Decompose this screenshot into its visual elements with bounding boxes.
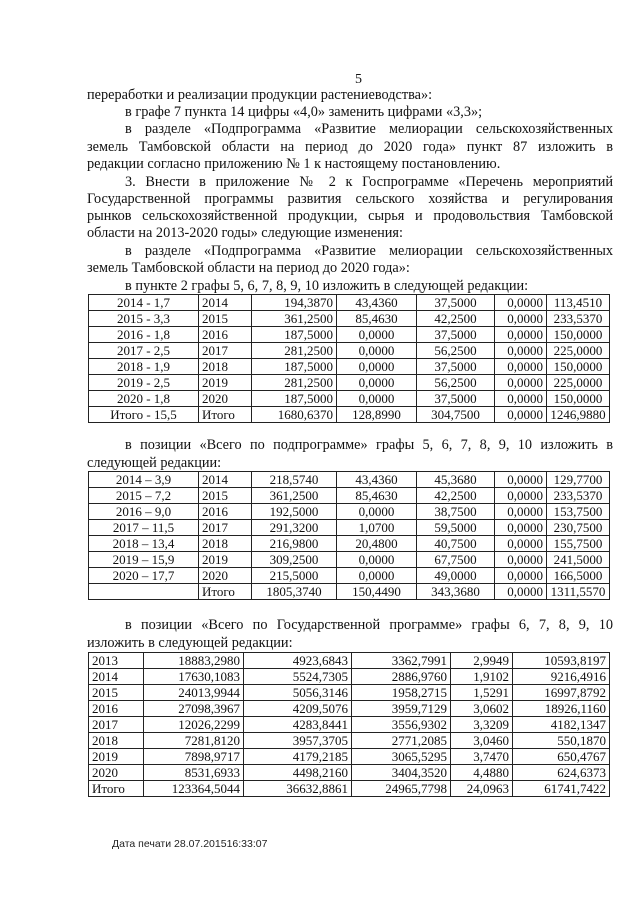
table-cell: 233,5370 bbox=[547, 311, 610, 327]
table-cell: 42,2500 bbox=[417, 311, 495, 327]
table-cell: 192,5000 bbox=[252, 504, 337, 520]
table-cell: Итого - 15,5 bbox=[89, 407, 199, 423]
table-row bbox=[89, 749, 610, 765]
table-cell: 4283,8441 bbox=[244, 717, 352, 733]
table-cell: 2019 – 15,9 bbox=[89, 552, 199, 568]
table-cell: 123364,5044 bbox=[144, 781, 244, 797]
table-cell: 153,7500 bbox=[547, 504, 610, 520]
table-cell: 2,9949 bbox=[451, 653, 513, 669]
table-cell: 5056,3146 bbox=[244, 685, 352, 701]
table-cell: 187,5000 bbox=[252, 327, 337, 343]
table-cell: 0,0000 bbox=[337, 327, 417, 343]
table-cell: 0,0000 bbox=[495, 520, 547, 536]
table-cell: 2014 – 3,9 bbox=[89, 472, 199, 488]
table-cell: 2018 – 13,4 bbox=[89, 536, 199, 552]
table-point-2 bbox=[88, 294, 610, 423]
table-cell: 56,2500 bbox=[417, 343, 495, 359]
table-cell: 166,5000 bbox=[547, 568, 610, 584]
table-row bbox=[89, 584, 610, 600]
table-cell: 0,0000 bbox=[495, 327, 547, 343]
table-cell: 304,7500 bbox=[417, 407, 495, 423]
table-cell: 3556,9302 bbox=[352, 717, 451, 733]
table-cell: 1805,3740 bbox=[252, 584, 337, 600]
table-cell: 2016 - 1,8 bbox=[89, 327, 199, 343]
table-row bbox=[89, 781, 610, 797]
table-cell: 129,7700 bbox=[547, 472, 610, 488]
table-cell: 9216,4916 bbox=[513, 669, 610, 685]
table-cell: 0,0000 bbox=[495, 311, 547, 327]
table-cell: 45,3680 bbox=[417, 472, 495, 488]
table-cell: 24013,9944 bbox=[144, 685, 244, 701]
table-cell: 624,6373 bbox=[513, 765, 610, 781]
table-cell: 1,9102 bbox=[451, 669, 513, 685]
text-line: земель Тамбовской области на период до 2020 года» пункт 87 изложить в bbox=[87, 139, 613, 155]
table-cell: 7898,9717 bbox=[144, 749, 244, 765]
table-cell: 43,4360 bbox=[337, 472, 417, 488]
table-row bbox=[89, 375, 610, 391]
table-cell: 281,2500 bbox=[252, 343, 337, 359]
table-cell: 155,7500 bbox=[547, 536, 610, 552]
table-cell: 2015 – 7,2 bbox=[89, 488, 199, 504]
table-row bbox=[89, 391, 610, 407]
table-cell: 1680,6370 bbox=[252, 407, 337, 423]
table-cell: 2017 bbox=[199, 520, 252, 536]
table-cell: 59,5000 bbox=[417, 520, 495, 536]
table-cell: 291,3200 bbox=[252, 520, 337, 536]
table-row bbox=[89, 701, 610, 717]
table-cell: 10593,8197 bbox=[513, 653, 610, 669]
table-cell: 0,0000 bbox=[337, 504, 417, 520]
table-cell: 3362,7991 bbox=[352, 653, 451, 669]
table-cell: 0,0000 bbox=[337, 568, 417, 584]
table-cell: 2018 bbox=[199, 536, 252, 552]
text-line: в позиции «Всего по подпрограмме» графы 5, 6, 7, 8, 9, 10 изложить в bbox=[125, 437, 613, 453]
table-cell: 1,0700 bbox=[337, 520, 417, 536]
table-cell: 7281,8120 bbox=[144, 733, 244, 749]
table-cell: Итого bbox=[199, 584, 252, 600]
table-cell: 49,0000 bbox=[417, 568, 495, 584]
table-cell: 2014 bbox=[199, 295, 252, 311]
table-row bbox=[89, 765, 610, 781]
table-cell: 2018 bbox=[89, 733, 144, 749]
table-cell: 2018 bbox=[199, 359, 252, 375]
table-cell: 2020 bbox=[199, 391, 252, 407]
table-cell: 150,0000 bbox=[547, 359, 610, 375]
table-cell: 0,0000 bbox=[337, 552, 417, 568]
text-line: редакции согласно приложению № 1 к настоящему постановлению. bbox=[87, 156, 501, 172]
table-cell: 4179,2185 bbox=[244, 749, 352, 765]
table-cell: 42,2500 bbox=[417, 488, 495, 504]
table-cell: 215,5000 bbox=[252, 568, 337, 584]
table-cell: 2020 bbox=[199, 568, 252, 584]
table-row bbox=[89, 407, 610, 423]
table-cell: 37,5000 bbox=[417, 295, 495, 311]
table-cell: 0,0000 bbox=[495, 343, 547, 359]
table-cell: 16997,8792 bbox=[513, 685, 610, 701]
table-cell: 61741,7422 bbox=[513, 781, 610, 797]
table-cell: 24,0963 bbox=[451, 781, 513, 797]
table-cell: 3959,7129 bbox=[352, 701, 451, 717]
table-cell: 309,2500 bbox=[252, 552, 337, 568]
table-subprogram-total bbox=[88, 471, 610, 600]
table-cell: 2013 bbox=[89, 653, 144, 669]
table-cell: 0,0000 bbox=[337, 375, 417, 391]
table-cell: 4,4880 bbox=[451, 765, 513, 781]
table-cell: 3065,5295 bbox=[352, 749, 451, 765]
table-row bbox=[89, 733, 610, 749]
table-cell: 36632,8861 bbox=[244, 781, 352, 797]
table-cell: 2017 - 2,5 bbox=[89, 343, 199, 359]
text-line: области на 2013-2020 годы» следующие изменения: bbox=[87, 225, 403, 241]
table-cell: 2018 - 1,9 bbox=[89, 359, 199, 375]
table-cell: 18883,2980 bbox=[144, 653, 244, 669]
table-cell: 0,0000 bbox=[495, 568, 547, 584]
table-cell: 43,4360 bbox=[337, 295, 417, 311]
table-cell: 3,3209 bbox=[451, 717, 513, 733]
table-state-program-total bbox=[88, 652, 610, 797]
text-line: земель Тамбовской области на период до 2020 года»: bbox=[87, 260, 410, 276]
table-cell: 12026,2299 bbox=[144, 717, 244, 733]
table-cell: 20,4800 bbox=[337, 536, 417, 552]
table-cell: 2020 – 17,7 bbox=[89, 568, 199, 584]
table-cell: 56,2500 bbox=[417, 375, 495, 391]
table-cell: 233,5370 bbox=[547, 488, 610, 504]
table-cell: 1246,9880 bbox=[547, 407, 610, 423]
table-cell: 3,0602 bbox=[451, 701, 513, 717]
table-row bbox=[89, 504, 610, 520]
table-row bbox=[89, 295, 610, 311]
text-line: в графе 7 пункта 14 цифры «4,0» заменить цифрами «3,3»; bbox=[125, 104, 483, 120]
table-cell: 37,5000 bbox=[417, 327, 495, 343]
table-cell: 187,5000 bbox=[252, 359, 337, 375]
text-line: переработки и реализации продукции растениеводства»: bbox=[87, 87, 433, 103]
text-line: изложить в следующей редакции: bbox=[87, 635, 293, 651]
table-cell: 27098,3967 bbox=[144, 701, 244, 717]
table-cell: 40,7500 bbox=[417, 536, 495, 552]
table-row bbox=[89, 359, 610, 375]
table-cell: 2016 bbox=[89, 701, 144, 717]
text-line: следующей редакции: bbox=[87, 455, 222, 471]
table-cell: 0,0000 bbox=[495, 552, 547, 568]
table-row bbox=[89, 552, 610, 568]
table-cell: 2015 bbox=[89, 685, 144, 701]
table-cell: 2016 – 9,0 bbox=[89, 504, 199, 520]
table-cell: 2019 bbox=[199, 552, 252, 568]
table-cell: 24965,7798 bbox=[352, 781, 451, 797]
text-line: в позиции «Всего по Государственной программе» графы 6, 7, 8, 9, 10 bbox=[125, 617, 613, 633]
table-cell: 2016 bbox=[199, 504, 252, 520]
table-cell: 2015 bbox=[199, 311, 252, 327]
table-cell: 0,0000 bbox=[495, 295, 547, 311]
table-cell: 0,0000 bbox=[337, 391, 417, 407]
text-line: 3. Внести в приложение № 2 к Госпрограмме «Перечень мероприятий bbox=[125, 174, 613, 190]
table-cell: 0,0000 bbox=[495, 584, 547, 600]
table-cell: 3,7470 bbox=[451, 749, 513, 765]
table-cell: 2017 bbox=[89, 717, 144, 733]
table-cell: 216,9800 bbox=[252, 536, 337, 552]
table-cell: 150,0000 bbox=[547, 327, 610, 343]
table-cell: 281,2500 bbox=[252, 375, 337, 391]
table-cell: 0,0000 bbox=[337, 359, 417, 375]
table-cell: 0,0000 bbox=[495, 391, 547, 407]
table-row bbox=[89, 568, 610, 584]
table-cell: 1,5291 bbox=[451, 685, 513, 701]
table-cell: 2017 – 11,5 bbox=[89, 520, 199, 536]
table-cell: 2014 - 1,7 bbox=[89, 295, 199, 311]
table-cell: 0,0000 bbox=[495, 504, 547, 520]
table-cell: 2771,2085 bbox=[352, 733, 451, 749]
table-cell: 225,0000 bbox=[547, 375, 610, 391]
table-cell: 2017 bbox=[199, 343, 252, 359]
table-row bbox=[89, 520, 610, 536]
print-date: Дата печати 28.07.201516:33:07 bbox=[112, 838, 268, 850]
table-cell: 194,3870 bbox=[252, 295, 337, 311]
table-cell: 1958,2715 bbox=[352, 685, 451, 701]
table-cell: 3,0460 bbox=[451, 733, 513, 749]
table-cell: 0,0000 bbox=[495, 359, 547, 375]
table-cell: 150,0000 bbox=[547, 391, 610, 407]
table-cell: 2014 bbox=[89, 669, 144, 685]
table-cell: 241,5000 bbox=[547, 552, 610, 568]
table-cell: 550,1870 bbox=[513, 733, 610, 749]
table-row bbox=[89, 669, 610, 685]
text-line: рынков сельскохозяйственной продукции, сырья и продовольствия Тамбовской bbox=[87, 208, 613, 224]
table-cell: 18926,1160 bbox=[513, 701, 610, 717]
text-line: Государственной программы развития сельского хозяйства и регулирования bbox=[87, 191, 613, 207]
table-row bbox=[89, 717, 610, 733]
table-cell: 1311,5570 bbox=[547, 584, 610, 600]
table-cell: 85,4630 bbox=[337, 311, 417, 327]
table-cell: 5524,7305 bbox=[244, 669, 352, 685]
table-cell: 150,4490 bbox=[337, 584, 417, 600]
table-cell: 4209,5076 bbox=[244, 701, 352, 717]
table-cell: 343,3680 bbox=[417, 584, 495, 600]
table-row bbox=[89, 472, 610, 488]
table-cell: 2016 bbox=[199, 327, 252, 343]
table-row bbox=[89, 536, 610, 552]
text-line: в разделе «Подпрограмма «Развитие мелиорации сельскохозяйственных bbox=[125, 121, 613, 137]
table-cell: 17630,1083 bbox=[144, 669, 244, 685]
table-cell: 2886,9760 bbox=[352, 669, 451, 685]
table-cell: 38,7500 bbox=[417, 504, 495, 520]
table-cell: 361,2500 bbox=[252, 488, 337, 504]
table-cell: 37,5000 bbox=[417, 359, 495, 375]
table-cell: 2020 bbox=[89, 765, 144, 781]
table-cell: 4182,1347 bbox=[513, 717, 610, 733]
table-cell: 113,4510 bbox=[547, 295, 610, 311]
table-cell: 3404,3520 bbox=[352, 765, 451, 781]
table-cell: 0,0000 bbox=[495, 488, 547, 504]
table-cell: 218,5740 bbox=[252, 472, 337, 488]
table-row bbox=[89, 685, 610, 701]
table-cell bbox=[89, 584, 199, 600]
table-cell: 0,0000 bbox=[495, 536, 547, 552]
table-cell: 2019 bbox=[89, 749, 144, 765]
table-cell: 2014 bbox=[199, 472, 252, 488]
table-cell: Итого bbox=[199, 407, 252, 423]
table-cell: Итого bbox=[89, 781, 144, 797]
table-cell: 128,8990 bbox=[337, 407, 417, 423]
table-cell: 361,2500 bbox=[252, 311, 337, 327]
table-row bbox=[89, 488, 610, 504]
table-cell: 0,0000 bbox=[495, 375, 547, 391]
table-cell: 4923,6843 bbox=[244, 653, 352, 669]
page-number: 5 bbox=[355, 72, 362, 87]
table-cell: 3957,3705 bbox=[244, 733, 352, 749]
table-cell: 67,7500 bbox=[417, 552, 495, 568]
table-cell: 225,0000 bbox=[547, 343, 610, 359]
table-row bbox=[89, 343, 610, 359]
table-row bbox=[89, 653, 610, 669]
table-cell: 4498,2160 bbox=[244, 765, 352, 781]
table-cell: 2019 - 2,5 bbox=[89, 375, 199, 391]
text-line: в пункте 2 графы 5, 6, 7, 8, 9, 10 изложить в следующей редакции: bbox=[125, 278, 529, 294]
table-cell: 8531,6933 bbox=[144, 765, 244, 781]
table-row bbox=[89, 327, 610, 343]
table-cell: 0,0000 bbox=[337, 343, 417, 359]
table-cell: 2015 - 3,3 bbox=[89, 311, 199, 327]
table-cell: 650,4767 bbox=[513, 749, 610, 765]
table-cell: 85,4630 bbox=[337, 488, 417, 504]
table-cell: 2020 - 1,8 bbox=[89, 391, 199, 407]
table-cell: 0,0000 bbox=[495, 472, 547, 488]
table-cell: 187,5000 bbox=[252, 391, 337, 407]
text-line: в разделе «Подпрограмма «Развитие мелиорации сельскохозяйственных bbox=[125, 243, 613, 259]
table-cell: 37,5000 bbox=[417, 391, 495, 407]
table-cell: 2019 bbox=[199, 375, 252, 391]
table-row bbox=[89, 311, 610, 327]
table-cell: 2015 bbox=[199, 488, 252, 504]
table-cell: 0,0000 bbox=[495, 407, 547, 423]
table-cell: 230,7500 bbox=[547, 520, 610, 536]
